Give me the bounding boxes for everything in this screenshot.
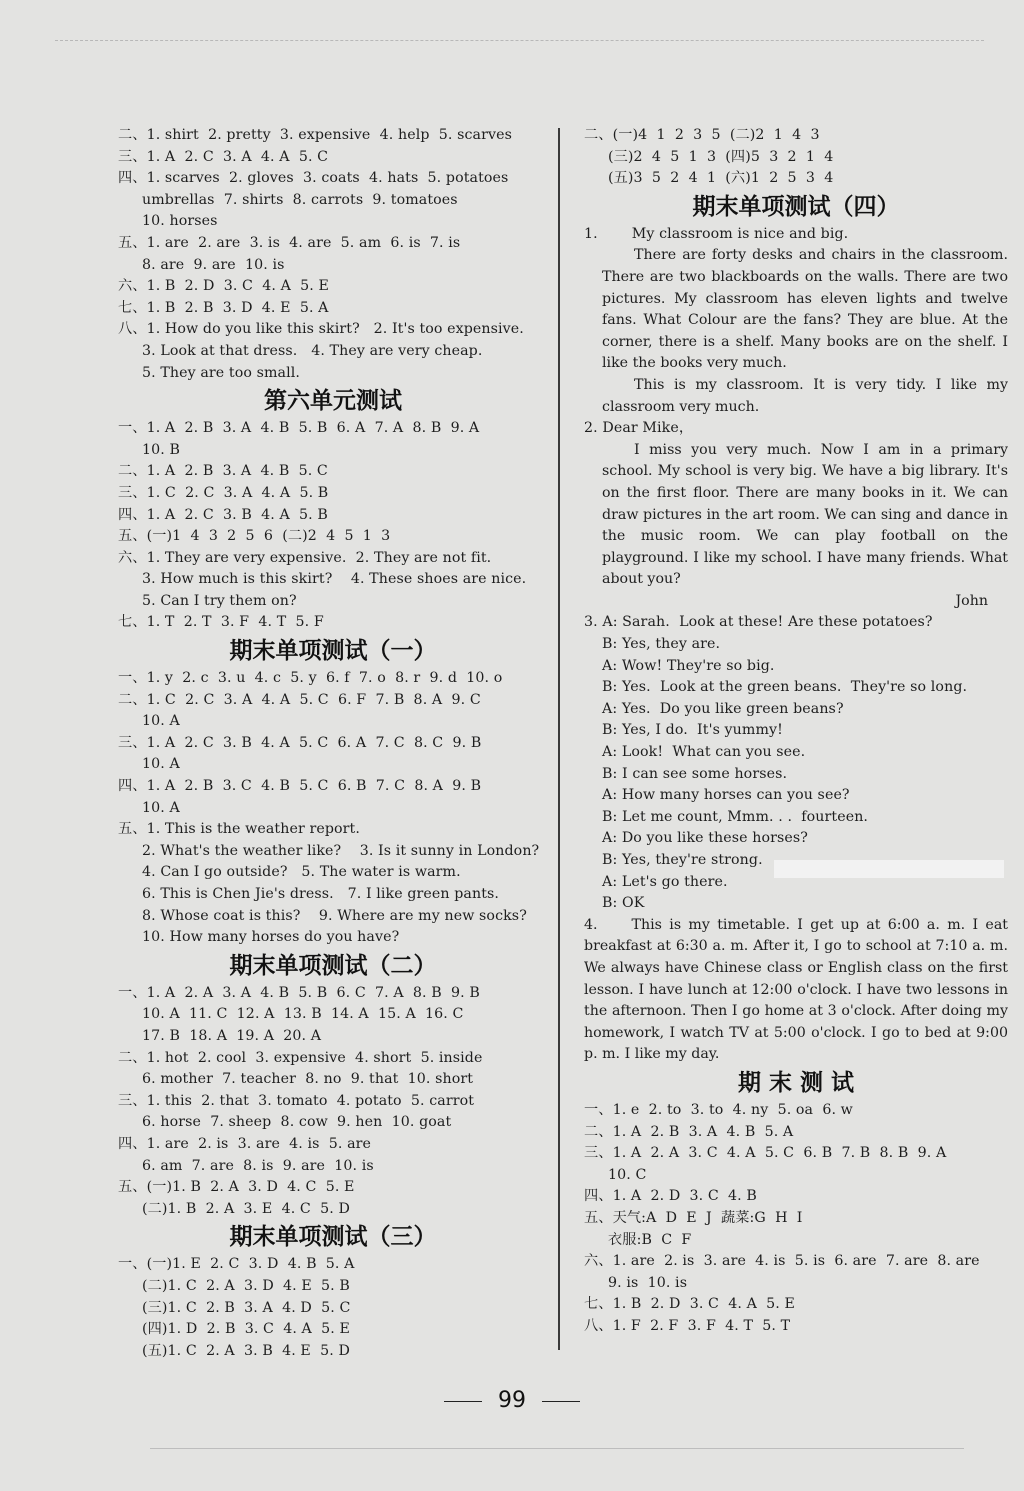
answer-line: 17. B 18. A 19. A 20. A [142, 1027, 322, 1044]
question-2-paragraph: I miss you very much. Now I am in a primary school. My school is very big. We have a big library. It's on the first floor. There are many books in it. We can draw pictures in the art room. We can sing and dance in the music room. We can play football on the playground. I like my school. I have many friends. What about you? [602, 441, 1008, 588]
answer-line: 2. What's the weather like? 3. Is it sunny in London? [142, 842, 540, 859]
answer-line: 一、1. A 2. A 3. A 4. B 5. B 6. C 7. A 8. B 9. B [118, 984, 480, 1001]
answer-line: 10. A [142, 756, 180, 773]
answer-line: 五、(一)1 4 3 2 5 6 (二)2 4 5 1 3 [118, 528, 391, 545]
question-2-signature: John [955, 592, 988, 609]
answer-line: 二、1. shirt 2. pretty 3. expensive 4. help 5. scarves [118, 127, 512, 143]
answer-line: 一、(一)1. E 2. C 3. D 4. B 5. A [118, 1256, 355, 1273]
answer-line: 6. am 7. are 8. is 9. are 10. is [142, 1157, 374, 1174]
dialogue-line: 3. A: Sarah. Look at these! Are these potatoes? [584, 614, 933, 631]
answer-line: 10. A [142, 713, 180, 730]
answer-line: 8. Whose coat is this? 9. Where are my new socks? [142, 907, 527, 924]
question-4-paragraph [584, 915, 1008, 1066]
answer-line: 6. This is Chen Jie's dress. 7. I like green pants. [142, 886, 500, 902]
answer-line: (三)2 4 5 1 3 (四)5 3 2 1 4 [608, 148, 834, 165]
answer-line: 二、1. A 2. B 3. A 4. B 5. A [584, 1123, 794, 1140]
answer-line: 六、1. B 2. D 3. C 4. A 5. E [118, 278, 329, 295]
answer-line: 3. How much is this skirt? 4. These shoes are nice. [142, 571, 527, 588]
answer-line: 6. horse 7. sheep 8. cow 9. hen 10. goat [142, 1114, 452, 1131]
answer-line: 9. is 10. is [608, 1274, 688, 1291]
section-heading: 期 末 测 试 [737, 1069, 855, 1096]
answer-line: 10. horses [142, 213, 218, 230]
answer-line: 八、1. F 2. F 3. F 4. T 5. T [584, 1317, 791, 1334]
question-2-salutation: 2. Dear Mike， [584, 420, 694, 437]
answer-line: (三)1. C 2. B 3. A 4. D 5. C [142, 1299, 351, 1316]
page-number: 99 [498, 1388, 526, 1413]
dialogue-line: B: Yes, they're strong. [602, 852, 763, 868]
dialogue-line: A: Yes. Do you like green beans? [602, 700, 844, 717]
answer-line: 六、1. are 2. is 3. are 4. is 5. is 6. are 7. are 8. are [584, 1253, 980, 1270]
answer-line: 四、1. A 2. D 3. C 4. B [584, 1188, 757, 1205]
footer-dash [444, 1401, 482, 1402]
question-1-line [584, 224, 1008, 246]
dialogue-line: B: Yes, I do. It's yummy! [602, 722, 783, 739]
question-4-text: This is my timetable. I get up at 6:00 a. m. I eat breakfast at 6:30 a. m. After it, I go to school at 7:10 a. m. We always have Chinese class or English class on the first lesson. I have lunch at 12:00 o'clock. I have two lessons in the afternoon. Then I go home at 3 o'clock. After doing my homework, I watch TV at 5:00 o'clock. I go to bed at 9:00 p. m. I like my day. [584, 916, 1008, 1063]
answer-line: 4. Can I go outside? 5. The water is warm. [142, 864, 461, 881]
print-smudge [774, 860, 1004, 878]
answer-line: 七、1. B 2. B 3. D 4. E 5. A [118, 299, 329, 316]
answer-line: 二、1. hot 2. cool 3. expensive 4. short 5. inside [118, 1049, 483, 1066]
left-column [118, 125, 548, 1362]
answer-line: 一、1. y 2. c 3. u 4. c 5. y 6. f 7. o 8. r 9. d 10. o [118, 670, 503, 687]
answer-line: (二)1. C 2. A 3. D 4. E 5. B [142, 1277, 350, 1294]
answer-line: 一、1. A 2. B 3. A 4. B 5. B 6. A 7. A 8. B 9. A [118, 420, 480, 437]
column-divider [558, 128, 560, 1350]
answer-line: 三、1. this 2. that 3. tomato 4. potato 5. carrot [118, 1092, 475, 1109]
answer-line: 四、1. are 2. is 3. are 4. is 5. are [118, 1135, 372, 1152]
dialogue-line: B: Yes. Look at the green beans. They're so long. [602, 679, 968, 696]
answer-line: 四、1. A 2. B 3. C 4. B 5. C 6. B 7. C 8. A 9. B [118, 778, 482, 795]
section-heading: 期末单项测试（一） [229, 638, 437, 665]
dialogue-line: B: I can see some horses. [602, 765, 788, 782]
section-heading: 期末单项测试（二） [229, 952, 437, 979]
answer-line: 二、1. A 2. B 3. A 4. B 5. C [118, 463, 328, 480]
answer-line: 6. mother 7. teacher 8. no 9. that 10. short [142, 1071, 474, 1088]
answer-line: (二)1. B 2. A 3. E 4. C 5. D [142, 1200, 350, 1217]
bottom-rule [150, 1448, 964, 1449]
answer-line: 二、1. C 2. C 3. A 4. A 5. C 6. F 7. B 8. A 9. C [118, 691, 481, 708]
answer-line: 四、1. scarves 2. gloves 3. coats 4. hats 5. potatoes [118, 170, 509, 187]
question-1-label: 1. [584, 225, 598, 242]
answer-line: 三、1. A 2. C 3. A 4. A 5. C [118, 148, 329, 165]
answer-line: 八、1. How do you like this skirt? 2. It's too expensive. [118, 321, 524, 338]
answer-line: 二、(一)4 1 2 3 5 (二)2 1 4 3 [584, 127, 820, 143]
answer-line: 10. B [142, 441, 180, 458]
dialogue-line: B: OK [602, 895, 645, 912]
answer-line: 5. Can I try them on? [142, 592, 297, 609]
question-1-first-sentence: My classroom is nice and big. [631, 225, 849, 242]
answer-line: 8. are 9. are 10. is [142, 256, 285, 273]
answer-line: 三、1. A 2. C 3. B 4. A 5. C 6. A 7. C 8. C 9. B [118, 734, 482, 751]
answer-line: 10. A 11. C 12. A 13. B 14. A 15. A 16. C [142, 1006, 464, 1023]
answer-line: 七、1. T 2. T 3. F 4. T 5. F [118, 614, 324, 631]
answer-line: 五、1. are 2. are 3. is 4. are 5. am 6. is 7. is [118, 234, 461, 251]
answer-line: 三、1. A 2. A 3. C 4. A 5. C 6. B 7. B 8. B 9. A [584, 1145, 947, 1162]
answer-line: 一、1. e 2. to 3. to 4. ny 5. oa 6. w [584, 1101, 853, 1118]
answer-line: 七、1. B 2. D 3. C 4. A 5. E [584, 1296, 795, 1313]
answer-line: 10. A [142, 799, 180, 816]
answer-line: 五、1. This is the weather report. [118, 821, 360, 838]
dialogue-line: A: How many horses can you see? [602, 787, 850, 804]
dialogue-line: B: Yes, they are. [602, 636, 721, 653]
dialogue-line: A: Do you like these horses? [602, 830, 808, 847]
dialogue-line: B: Let me count, Mmm. . . fourteen. [602, 808, 869, 825]
answer-line: 五、天气:A D E J 蔬菜:G H I [584, 1209, 803, 1226]
question-1-paragraph: There are forty desks and chairs in the classroom. There are two blackboards on the walls. There are two pictures. My classroom has eleven lights and twelve fans. What Colour are the fans? They are blue. At the corner, there is a shelf. Many books are on the shelf. I like the books very much. [602, 247, 1008, 372]
answer-line: (五)1. C 2. A 3. B 4. E 5. D [142, 1342, 350, 1359]
right-column [584, 125, 1008, 1337]
section-heading: 期末单项测试（四） [692, 193, 900, 220]
answer-line: umbrellas 7. shirts 8. carrots 9. tomatoes [142, 191, 458, 208]
answer-line: (五)3 5 2 4 1 (六)1 2 5 3 4 [608, 170, 834, 187]
answer-line: 5. They are too small. [142, 364, 300, 381]
section-heading: 期末单项测试（三） [229, 1224, 437, 1251]
answer-line: 三、1. C 2. C 3. A 4. A 5. B [118, 484, 329, 501]
section-heading: 第六单元测试 [264, 388, 402, 415]
answer-line: 五、(一)1. B 2. A 3. D 4. C 5. E [118, 1179, 355, 1196]
dialogue-line: A: Look! What can you see. [602, 744, 806, 761]
question-1-paragraph: This is my classroom. It is very tidy. I like my classroom very much. [602, 376, 1008, 415]
answer-line: 3. Look at that dress. 4. They are very cheap. [142, 342, 483, 359]
answer-line: 四、1. A 2. C 3. B 4. A 5. B [118, 506, 328, 523]
footer-dash [542, 1401, 580, 1402]
dialogue-line: A: Let's go there. [602, 873, 728, 890]
answer-line: 10. How many horses do you have? [142, 929, 400, 946]
answer-line: 衣服:B C F [608, 1231, 692, 1248]
answer-line: 六、1. They are very expensive. 2. They are not fit. [118, 549, 492, 566]
top-rule [55, 40, 984, 41]
answer-line: (四)1. D 2. B 3. C 4. A 5. E [142, 1321, 350, 1338]
question-4-label: 4. [584, 916, 598, 933]
answer-line: 10. C [608, 1166, 647, 1183]
dialogue-line: A: Wow! They're so big. [602, 657, 775, 674]
page-footer [0, 1388, 1024, 1413]
